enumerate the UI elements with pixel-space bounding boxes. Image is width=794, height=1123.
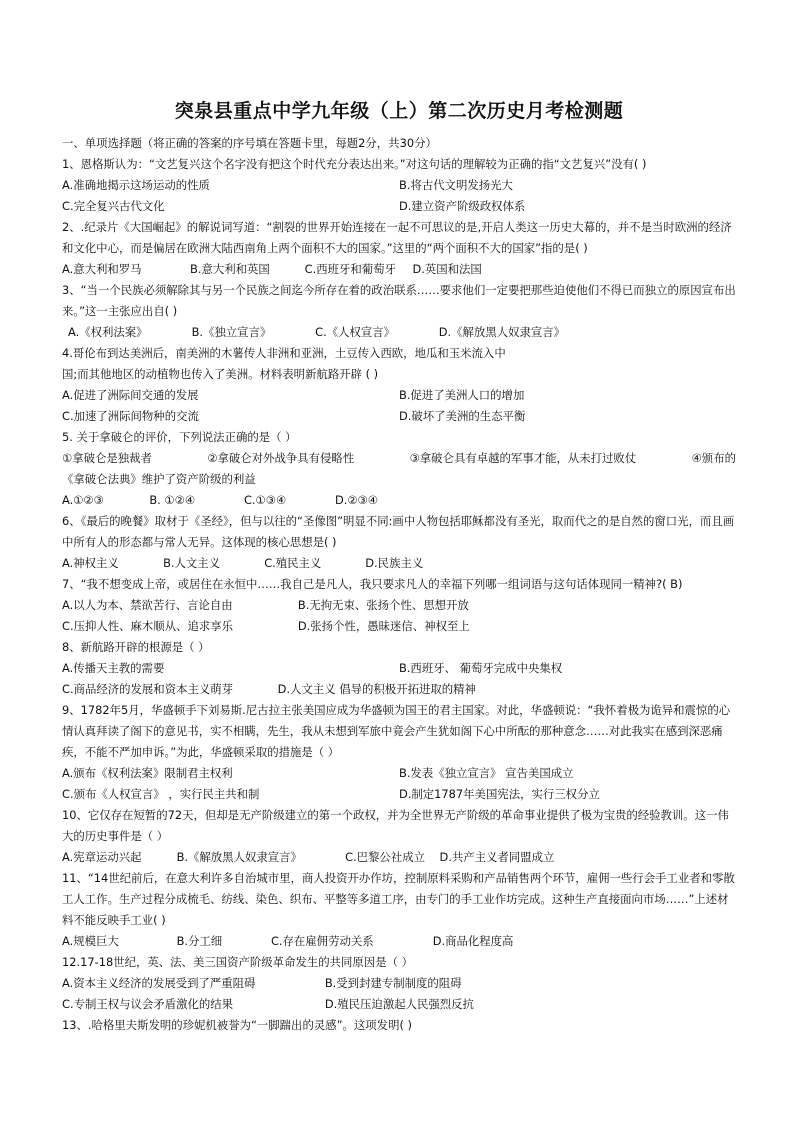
option-b: B.西班牙、 葡萄牙完成中央集权 xyxy=(399,661,563,675)
option-d: D.共产主义者同盟成立 xyxy=(439,850,555,864)
question-stem: 11、“14世纪前后，在意大利许多自治城市里，商人投资开办作坊，控制原料采购和产品销售两个环节，雇佣一些行会手工业者和零散工人工作。生产过程分成梳毛、纺线、染色、织布、平整等多道工序，由专门的手工业作坊完成。这种生产直接面向市场……”上述材料不能反映手工业( ) xyxy=(62,871,735,927)
option-d: D.建立资产阶级政权体系 xyxy=(399,199,526,213)
option-d: D.英国和法国 xyxy=(412,262,482,276)
statement-3: ③拿破仑具有卓越的军事才能，从未打过败仗 xyxy=(409,451,637,465)
option-a: A.《权利法案》 xyxy=(68,325,148,339)
option-a: A.宪章运动兴起 xyxy=(62,850,142,864)
option-a: A.规模巨大 xyxy=(62,934,119,948)
question-2 xyxy=(62,217,736,280)
option-a: A.传播天主教的需要 xyxy=(62,661,165,675)
option-d: D.制定1787年美国宪法，实行三权分立 xyxy=(399,787,600,801)
option-c: C.压抑人性、麻木顺从、追求享乐 xyxy=(62,619,234,633)
question-8 xyxy=(62,637,736,700)
statement-1: ①拿破仑是独裁者 xyxy=(62,451,152,465)
question-10 xyxy=(62,805,736,868)
option-d: D.商品化程度高 xyxy=(432,934,514,948)
option-b: B.意大利和英国 xyxy=(190,262,270,276)
option-c: C.①③④ xyxy=(243,493,287,507)
option-a: A.以人为本、禁欲苦行、言论自由 xyxy=(62,598,233,612)
option-b: B.将古代文明发扬光大 xyxy=(399,178,513,192)
option-d: D.人文主义 倡导的积极开拓进取的精神 xyxy=(277,682,476,696)
question-5 xyxy=(62,427,736,511)
statement-4-cont: 《拿破仑法典》维护了资产阶级的利益 xyxy=(62,472,256,486)
option-b: B.《解放黑人奴隶宣言》 xyxy=(176,850,302,864)
option-d: D.《解放黑人奴隶宣言》 xyxy=(438,325,566,339)
question-stem-cont: 国;而其他地区的动植物也传入了美洲。材料表明新航路开辟 ( ) xyxy=(62,367,379,381)
option-c: C.殖民主义 xyxy=(264,556,322,570)
question-stem: 13、.哈格里夫斯发明的珍妮机被誉为“一脚踹出的灵感”。这项发明( ) xyxy=(62,1018,412,1032)
option-a: A.准确地揭示这场运动的性质 xyxy=(62,178,210,192)
option-c: C.西班牙和葡萄牙 xyxy=(304,262,396,276)
question-stem: 12.17-18世纪，英、法、美三国资产阶级革命发生的共同原因是（ ） xyxy=(62,955,413,969)
question-stem: 9、1782年5月，华盛顿手下刘易斯.尼古拉主张美国应成为华盛顿为国王的君主国家。对此，华盛顿说：“我怀着极为诡异和震惊的心情认真拜读了阁下的意见书，实不相瞒，先生，我从未想到军旅中竟会产生犹如阁下心中所酝的那种意念……对此我实在感到深恶痛疾，不能不严加申诉。”为此，华盛顿采取的措施是（ ） xyxy=(62,703,731,759)
option-c: C.专制王权与议会矛盾激化的结果 xyxy=(62,997,234,1011)
question-12 xyxy=(62,952,736,1015)
statement-4: ④颁布的 xyxy=(691,451,736,465)
option-d: D.②③④ xyxy=(334,493,378,507)
page-title: 突泉县重点中学九年级（上）第二次历史月考检测题 xyxy=(174,100,624,122)
question-13 xyxy=(62,1015,736,1036)
question-stem: 4.哥伦布到达美洲后，南美洲的木薯传人非洲和亚洲，土豆传入西欧，地瓜和玉米流入中 xyxy=(62,346,506,360)
option-d: D.张扬个性，愚昧迷信、神权至上 xyxy=(297,619,470,633)
option-c: C.完全复兴古代文化 xyxy=(62,199,165,213)
option-a: A.①②③ xyxy=(62,493,104,507)
question-stem: 1、恩格斯认为：“文艺复兴这个名字没有把这个时代充分表达出来。”对这句话的理解较为正确的指“文艺复兴”没有( ) xyxy=(62,157,647,171)
option-b: B.促进了美洲人口的增加 xyxy=(399,388,525,402)
question-11 xyxy=(62,868,736,952)
option-c: C.巴黎公社成立 xyxy=(345,850,425,864)
option-d: D.破坏了美洲的生态平衡 xyxy=(399,409,526,423)
option-a: A.资本主义经济的发展受到了严重阻碍 xyxy=(62,976,256,990)
question-3 xyxy=(62,280,736,343)
question-stem: 6、《最后的晚餐》取材于《圣经》，但与以往的“圣像图”明显不同:画中人物包括耶稣都没有圣光，取而代之的是自然的窗口光，而且画中所有人的形态都与常人无异。这体现的核心思想是( ) xyxy=(62,514,735,549)
question-stem: 2、.纪录片《大国崛起》的解说词写道：“割裂的世界开始连接在一起不可思议的是,开启人类这一历史大幕的，并不是当时欧洲的经济和文化中心，而是偏居在欧洲大陆西南角上两个面积不大的国家。”这里的“两个面积不大的国家”指的是( ) xyxy=(62,220,732,255)
option-b: B. ①②④ xyxy=(149,493,196,507)
question-stem: 5. 关于拿破仑的评价，下列说法正确的是（ ） xyxy=(62,430,297,444)
option-a: A.颁布《权利法案》限制君主权利 xyxy=(62,766,233,780)
option-b: B.分工细 xyxy=(176,934,223,948)
question-stem: 10、它仅存在短暂的72天，但却是无产阶级建立的第一个政权，并为全世界无产阶级的革命事业提供了极为宝贵的经验教训。这一伟大的历史事件是（ ） xyxy=(62,808,729,843)
option-b: B.人文主义 xyxy=(163,556,221,570)
option-d: D.殖民压迫激起人民强烈反抗 xyxy=(324,997,474,1011)
option-b: B.《独立宣言》 xyxy=(191,325,272,339)
option-a: A.意大利和罗马 xyxy=(62,262,142,276)
question-4 xyxy=(62,343,736,427)
statement-2: ②拿破仑对外战争具有侵略性 xyxy=(207,451,355,465)
option-c: C.颁布《人权宣言》 ，实行民主共和制 xyxy=(62,787,260,801)
option-d: D.民族主义 xyxy=(365,556,424,570)
question-stem: 7、“我不想变成上帝，或居住在永恒中……我自己是凡人，我只要求凡人的幸福下列哪一组词语与这句话体现同一精神?( B) xyxy=(62,577,683,591)
section-heading: 一、单项选择题（将正确的答案的序号填在答题卡里，每题2分，共30分） xyxy=(62,136,437,150)
option-b: B.无拘无束、张扬个性、思想开放 xyxy=(297,598,469,612)
option-c: C.加速了洲际间物种的交流 xyxy=(62,409,199,423)
option-c: C.存在雇佣劳动关系 xyxy=(270,934,374,948)
question-9 xyxy=(62,700,736,805)
question-7 xyxy=(62,574,736,637)
option-c: C.《人权宣言》 xyxy=(315,325,396,339)
option-a: A.促进了洲际间交通的发展 xyxy=(62,388,199,402)
option-b: B.发表《独立宣言》 宣告美国成立 xyxy=(399,766,574,780)
question-6 xyxy=(62,511,736,574)
option-b: B.受到封建专制制度的阻碍 xyxy=(324,976,462,990)
question-stem: 8、新航路开辟的根源是（ ） xyxy=(62,640,210,654)
question-stem: 3、“当一个民族必须解除其与另一个民族之间迄今所存在着的政治联系……要求他们一定要把那些迫使他们不得已而独立的原因宣布出来。”这一主张应出自( ) xyxy=(62,283,736,318)
question-1 xyxy=(62,154,736,217)
option-a: A.神权主义 xyxy=(62,556,119,570)
option-c: C.商品经济的发展和资本主义萌芽 xyxy=(62,682,234,696)
